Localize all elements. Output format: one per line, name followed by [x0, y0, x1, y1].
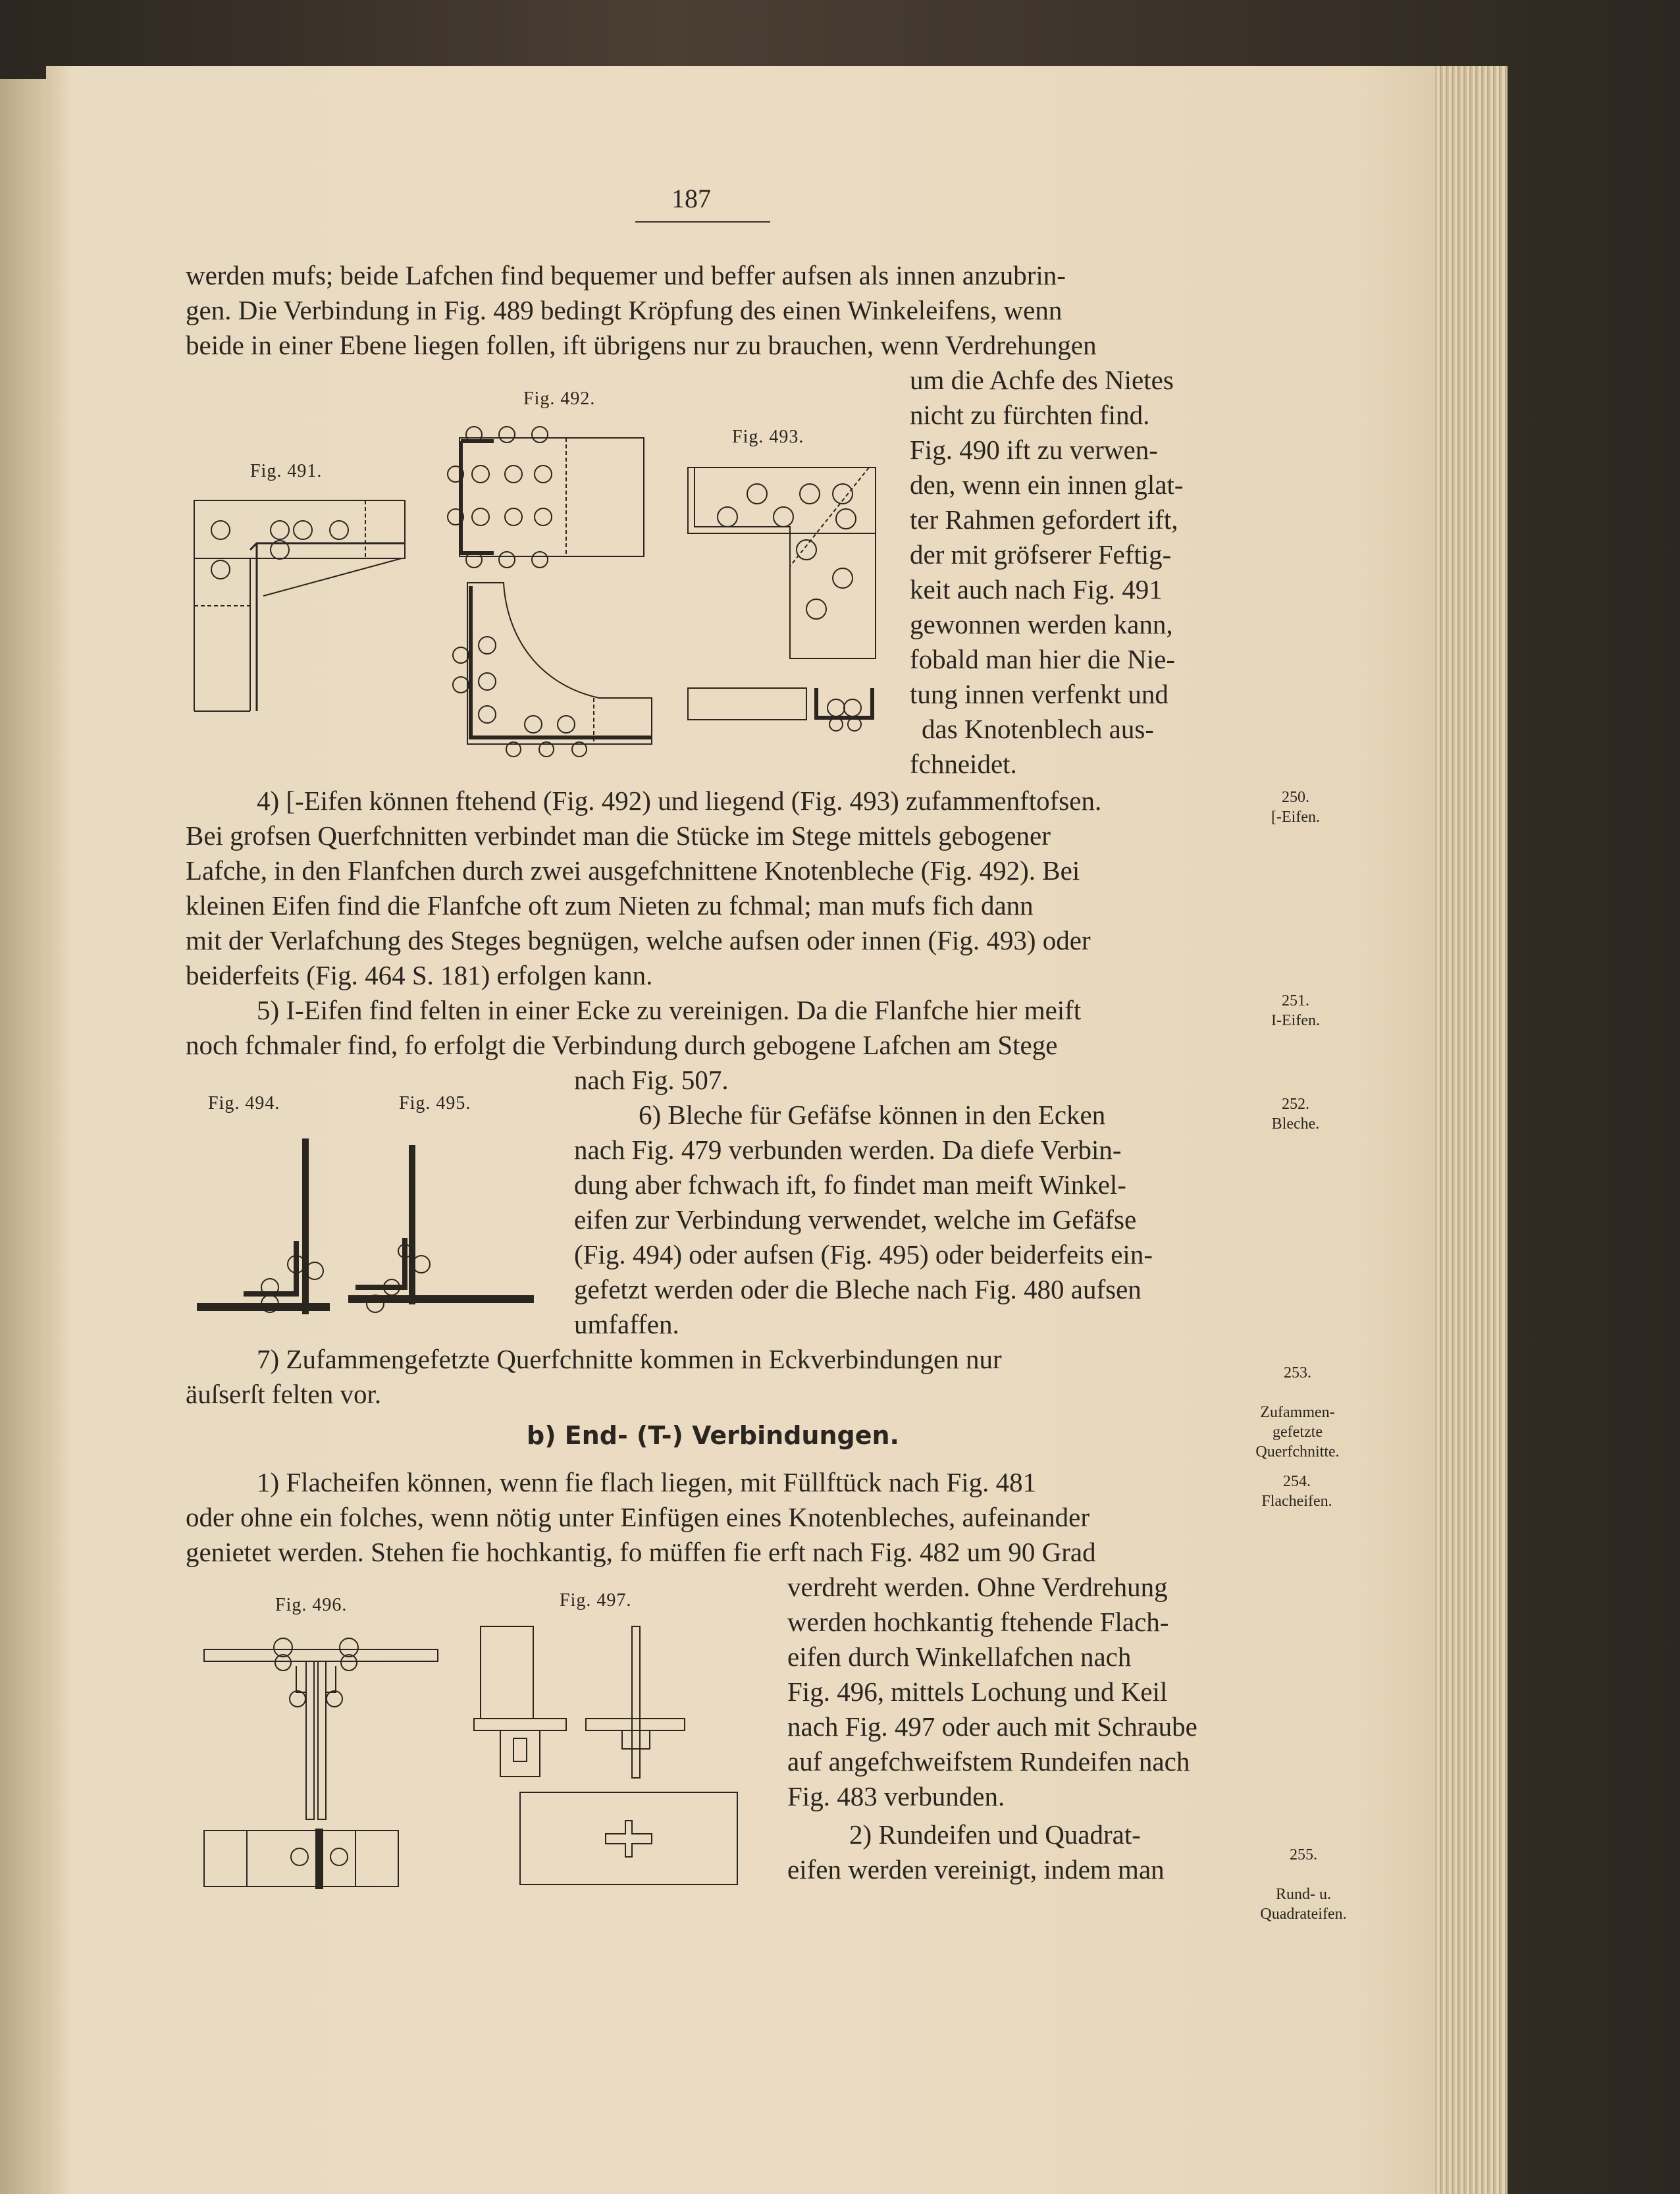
margin-note [1256, 788, 1335, 827]
margin-note-number: 250. [1282, 789, 1309, 806]
text-line: verdreht werden. Ohne Verdrehung [787, 1572, 1168, 1602]
figure-caption: Fig. 495. [399, 1093, 471, 1113]
margin-note [1256, 1094, 1335, 1134]
text-line: werden mufs; beide Lafchen find bequemer und beffer aufsen als innen anzubrin- [186, 260, 1066, 290]
margin-note [1256, 991, 1335, 1030]
text-line: 2) Rundeifen und Quadrat- [849, 1819, 1141, 1850]
text-line: Lafche, in den Flanfchen durch zwei ausgefchnittene Knotenbleche (Fig. 492). Bei [186, 855, 1080, 886]
text-line: oder ohne ein folches, wenn nötig unter Einfügen eines Knotenbleches, aufeinander [186, 1502, 1090, 1532]
left-page-edge [0, 79, 46, 2194]
margin-note [1251, 1472, 1343, 1511]
figure-496-drawing [197, 1633, 448, 1896]
text-line: um die Achfe des Nietes [910, 365, 1174, 395]
text-line: fobald man hier die Nie- [910, 644, 1176, 674]
text-line: beide in einer Ebene liegen follen, ift übrigens nur zu brauchen, wenn Verdrehungen [186, 330, 1097, 360]
margin-note-text: Bleche. [1271, 1115, 1320, 1133]
margin-note [1251, 1825, 1356, 1944]
figure-497-drawing [474, 1620, 750, 1896]
text-line: Fig. 490 ift zu verwen- [910, 435, 1158, 465]
figure-494-drawing [197, 1126, 329, 1324]
text-line: Fig. 483 verbunden. [787, 1781, 1005, 1811]
text-line: auf angefchweifstem Rundeifen nach [787, 1746, 1190, 1777]
figure-492-drawing [441, 421, 658, 757]
margin-note-number: 254. [1283, 1473, 1311, 1490]
figure-caption: Fig. 496. [275, 1595, 348, 1615]
text-line: ter Rahmen gefordert ift, [910, 504, 1178, 535]
figure-caption: Fig. 493. [732, 427, 804, 447]
text-line: nach Fig. 497 oder auch mit Schraube [787, 1711, 1197, 1742]
text-line: 7) Zufammengefetzte Querfchnitte kommen in Eckverbindungen nur [257, 1344, 1002, 1374]
text-line: tung innen verfenkt und [910, 679, 1168, 709]
text-line: Fig. 496, mittels Lochung und Keil [787, 1676, 1168, 1707]
section-heading: b) End- (T-) Verbindungen. [527, 1421, 899, 1450]
figure-493-drawing [685, 461, 882, 737]
text-line: 4) [-Eifen können ftehend (Fig. 492) und liegend (Fig. 493) zufammenftofsen. [257, 786, 1102, 816]
text-line: gefetzt werden oder die Bleche nach Fig. 480 aufsen [574, 1274, 1142, 1304]
page-fore-edge [1435, 66, 1508, 2194]
text-line: umfaffen. [574, 1309, 679, 1339]
margin-note-number: 252. [1282, 1096, 1309, 1113]
margin-note-number: 251. [1282, 992, 1309, 1009]
text-line: genietet werden. Stehen fie hochkantig, fo müffen fie erft nach Fig. 482 um 90 Grad [186, 1537, 1096, 1567]
text-line: der mit gröfserer Feftig- [910, 539, 1172, 570]
text-line: 6) Bleche für Gefäfse können in den Ecken [639, 1100, 1106, 1130]
text-line: Bei grofsen Querfchnitten verbindet man die Stücke im Stege mittels gebogener [186, 820, 1051, 851]
text-line: noch fchmaler find, fo erfolgt die Verbindung durch gebogene Lafchen am Stege [186, 1030, 1058, 1060]
text-line: eifen durch Winkellafchen nach [787, 1642, 1132, 1672]
figure-495-drawing [342, 1139, 533, 1310]
text-line: den, wenn ein innen glat- [910, 469, 1184, 500]
text-line: kleinen Eifen find die Flanfche oft zum Nieten zu fchmal; man mufs fich dann [186, 890, 1034, 921]
margin-note-number: 253. [1284, 1364, 1311, 1381]
margin-note-text: Flacheifen. [1261, 1493, 1332, 1510]
page-number: 187 [671, 184, 711, 213]
margin-note-text: [-Eifen. [1271, 809, 1320, 826]
page-number-rule [635, 221, 770, 223]
text-line: nicht zu fürchten find. [910, 400, 1150, 430]
text-line: keit auch nach Fig. 491 [910, 574, 1163, 604]
margin-note [1248, 1343, 1347, 1482]
text-line: fchneidet. [910, 749, 1017, 779]
text-line: dung aber fchwach ift, fo findet man meift Winkel- [574, 1169, 1126, 1200]
text-line: gewonnen werden kann, [910, 609, 1173, 639]
text-line: 5) I-Eifen find felten in einer Ecke zu vereinigen. Da die Flanfche hier meift [257, 995, 1082, 1025]
text-line: (Fig. 494) oder aufsen (Fig. 495) oder beiderfeits ein- [574, 1239, 1153, 1270]
text-line: beiderfeits (Fig. 464 S. 181) erfolgen kann. [186, 960, 653, 990]
text-line: eifen zur Verbindung verwendet, welche im Gefäfse [574, 1204, 1137, 1235]
text-line: werden hochkantig ftehende Flach- [787, 1607, 1169, 1637]
text-line: äuſserſt felten vor. [186, 1379, 382, 1409]
text-line: 1) Flacheifen können, wenn fie flach liegen, mit Füllftück nach Fig. 481 [257, 1467, 1037, 1497]
text-line: gen. Die Verbindung in Fig. 489 bedingt Kröpfung des einen Winkeleifens, wenn [186, 295, 1063, 325]
text-line: nach Fig. 507. [574, 1065, 729, 1095]
figure-caption: Fig. 491. [250, 461, 323, 481]
figure-491-drawing [191, 497, 415, 714]
text-line: eifen werden vereinigt, indem man [787, 1854, 1165, 1885]
text-line: mit der Verlafchung des Steges begnügen, welche aufsen oder innen (Fig. 493) oder [186, 925, 1091, 955]
text-line: das Knotenblech aus- [922, 714, 1154, 744]
margin-note-text: Rund- u. Quadrateifen. [1260, 1886, 1347, 1923]
figure-caption: Fig. 494. [208, 1093, 280, 1113]
text-line: nach Fig. 479 verbunden werden. Da diefe Verbin- [574, 1135, 1122, 1165]
figure-caption: Fig. 497. [560, 1590, 632, 1611]
margin-note-number: 255. [1290, 1846, 1317, 1863]
margin-note-text: I-Eifen. [1271, 1012, 1320, 1029]
margin-note-text: Zufammen- gefetzte Querfchnitte. [1255, 1404, 1340, 1460]
figure-caption: Fig. 492. [523, 388, 596, 409]
